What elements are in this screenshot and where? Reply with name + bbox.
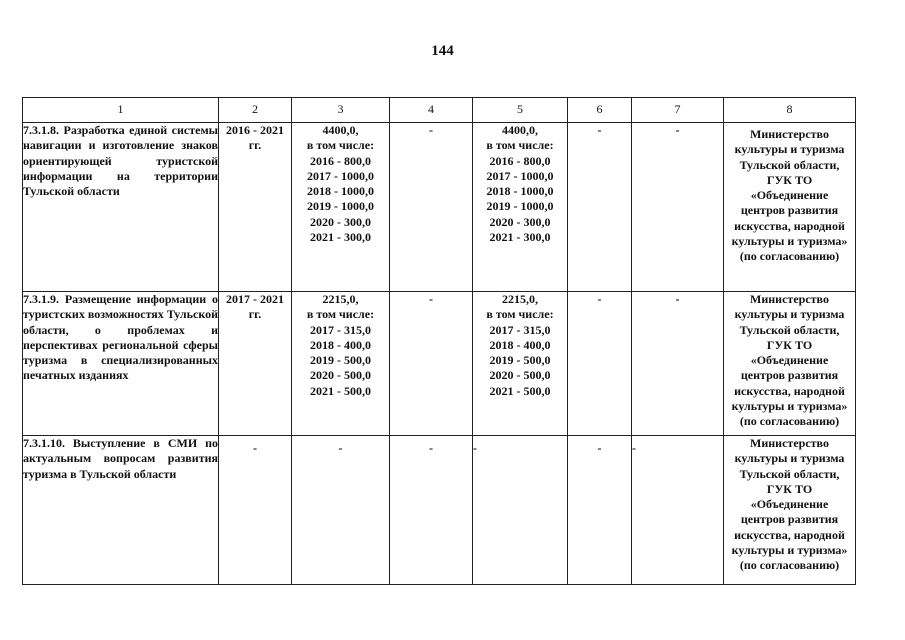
funding-col4: -: [390, 292, 473, 436]
responsible-party: [724, 436, 856, 585]
activity-name-text: 7.3.1.8. Разработка единой системы навигации и изготовление знаков ориентирующей туристской информации на территории Тульской области: [23, 123, 218, 199]
responsible-line: культуры и туризма: [734, 307, 845, 322]
responsible-line: Министерство: [750, 127, 829, 141]
funding-line: 2017 - 1000,0: [486, 168, 554, 183]
responsible-line: Министерство: [750, 436, 829, 450]
funding-line: 4400,0,: [322, 123, 359, 137]
funding-line: 2017 - 315,0: [310, 322, 371, 337]
responsible-line: «Объединение: [750, 497, 829, 512]
funding-line: в том числе:: [486, 307, 554, 322]
funding-line: 2019 - 1000,0: [486, 199, 554, 214]
funding-col4: -: [390, 436, 473, 585]
funding-line: 2017 - 315,0: [489, 322, 551, 337]
column-header-4: 4: [390, 98, 473, 123]
funding-col5: [473, 123, 568, 292]
column-header-7: 7: [632, 98, 724, 123]
responsible-line: центров развития: [740, 203, 839, 218]
funding-total: [292, 292, 390, 436]
activity-period: 2016 - 2021 гг.: [219, 123, 292, 292]
funding-line: 4400,0,: [502, 123, 538, 137]
activity-name: [23, 123, 219, 292]
column-header-8: 8: [724, 98, 856, 123]
funding-line: в том числе:: [306, 307, 375, 322]
funding-line: -: [338, 441, 343, 455]
responsible-line: ГУК ТО: [766, 337, 813, 352]
page-number: 144: [431, 43, 454, 59]
funding-line: 2021 - 300,0: [489, 230, 551, 245]
funding-line: 2020 - 300,0: [310, 214, 371, 229]
table-header-row: [23, 98, 856, 123]
column-header-3: 3: [292, 98, 390, 123]
funding-col6: -: [568, 436, 632, 585]
responsible-line: «Объединение: [750, 188, 829, 203]
responsible-line: центров развития: [740, 512, 839, 527]
funding-col7: -: [632, 292, 724, 436]
responsible-line: культуры и туризма»: [731, 543, 848, 558]
funding-line: 2020 - 300,0: [489, 214, 551, 229]
responsible-line: искусства, народной: [734, 383, 845, 398]
funding-line: -: [473, 441, 477, 455]
responsible-line: Тульской области,: [739, 157, 840, 172]
responsible-party: [724, 123, 856, 292]
funding-col4: -: [390, 123, 473, 292]
funding-line: 2018 - 1000,0: [486, 184, 554, 199]
responsible-line: центров развития: [740, 368, 839, 383]
responsible-line: (по согласованию): [739, 558, 840, 573]
column-header-2: 2: [219, 98, 292, 123]
activity-period: -: [219, 436, 292, 585]
funding-total: [292, 123, 390, 292]
column-header-1: 1: [23, 98, 219, 123]
activity-period: 2017 - 2021 гг.: [219, 292, 292, 436]
responsible-line: искусства, народной: [734, 527, 845, 542]
responsible-party: [724, 292, 856, 436]
responsible-line: Тульской области,: [739, 322, 840, 337]
funding-line: 2019 - 500,0: [489, 353, 551, 368]
funding-line: 2017 - 1000,0: [307, 168, 374, 183]
funding-line: в том числе:: [486, 138, 554, 153]
funding-line: 2018 - 1000,0: [307, 184, 374, 199]
activities-table: [22, 97, 856, 585]
funding-col5: [473, 292, 568, 436]
responsible-line: ГУК ТО: [766, 481, 813, 496]
responsible-line: Тульской области,: [739, 466, 840, 481]
funding-col7: -: [632, 436, 724, 585]
activity-name: [23, 292, 219, 436]
funding-line: 2016 - 800,0: [310, 153, 371, 168]
responsible-line: искусства, народной: [734, 218, 845, 233]
responsible-line: культуры и туризма: [734, 451, 845, 466]
funding-line: 2021 - 300,0: [310, 230, 371, 245]
responsible-line: культуры и туризма»: [731, 399, 848, 414]
responsible-line: Министерство: [750, 292, 829, 306]
funding-col6: -: [568, 292, 632, 436]
funding-line: 2215,0,: [322, 292, 359, 306]
funding-line: 2021 - 500,0: [489, 383, 551, 398]
funding-total: [292, 436, 390, 585]
table-row: [23, 436, 856, 585]
responsible-line: «Объединение: [750, 353, 829, 368]
funding-col6: -: [568, 123, 632, 292]
table-row: [23, 123, 856, 292]
funding-col7: -: [632, 123, 724, 292]
funding-col5: [473, 436, 568, 585]
funding-line: 2019 - 1000,0: [307, 199, 374, 214]
funding-line: 2020 - 500,0: [489, 368, 551, 383]
responsible-line: (по согласованию): [739, 249, 840, 264]
responsible-line: (по согласованию): [739, 414, 840, 429]
column-header-5: 5: [473, 98, 568, 123]
activity-name: [23, 436, 219, 585]
funding-line: 2019 - 500,0: [310, 353, 371, 368]
table-row: [23, 292, 856, 436]
funding-line: 2020 - 500,0: [310, 368, 371, 383]
funding-line: 2018 - 400,0: [310, 337, 371, 352]
responsible-line: культуры и туризма: [734, 142, 845, 157]
responsible-line: культуры и туризма»: [731, 234, 848, 249]
responsible-line: ГУК ТО: [766, 172, 813, 187]
funding-line: 2215,0,: [502, 292, 538, 306]
column-header-6: 6: [568, 98, 632, 123]
funding-line: 2018 - 400,0: [489, 337, 551, 352]
activity-name-text: 7.3.1.9. Размещение информации о туристских возможностях Тульской области, о проблемах и перспективах региональной сферы туризма в специализированных печатных изданиях: [23, 292, 218, 383]
funding-line: 2021 - 500,0: [310, 383, 371, 398]
activity-name-text: 7.3.1.10. Выступление в СМИ по актуальным вопросам развития туризма в Тульской области: [23, 436, 218, 481]
funding-line: в том числе:: [306, 138, 375, 153]
funding-line: 2016 - 800,0: [489, 153, 551, 168]
